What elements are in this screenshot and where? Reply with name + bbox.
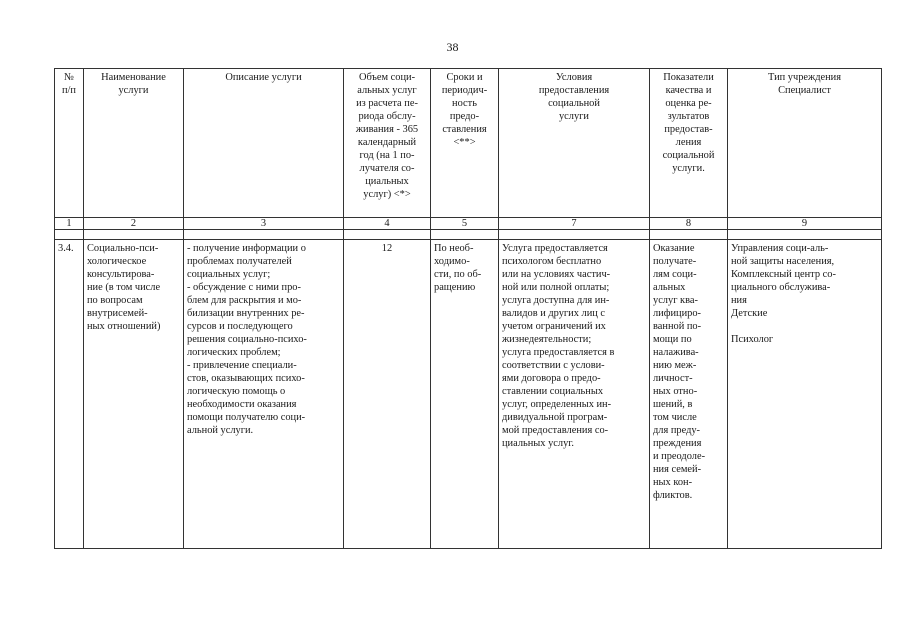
column-number: 4 bbox=[344, 218, 431, 230]
column-number: 7 bbox=[499, 218, 650, 230]
table-row bbox=[55, 240, 882, 549]
institution-cell: Управления соци-аль- ной защиты населения, Комплексный центр со- циального обслужива- ния Детские Психолог bbox=[728, 240, 882, 549]
header-service-name: Наименование услуги bbox=[84, 69, 184, 218]
terms-cell: По необ- ходимо- сти, по об- ращению bbox=[431, 240, 499, 549]
service-name-cell: Социально-пси- хологическое консультирова- ние (в том числе по вопросам внутрисемей- ных отношений) bbox=[84, 240, 184, 549]
description-cell: - получение информации о проблемах получателей социальных услуг; - обсуждение с ними про- блем для раскрытия и мо- билизации внутренних ре- сурсов и последующего решения социально-психо- логических проблем; - привлечение специали- стов, оказывающих психо- логическую помощь о необходимости оказания помощи получателю соци- альной услуги. bbox=[184, 240, 344, 549]
header-number: № п/п bbox=[55, 69, 84, 218]
header-row bbox=[55, 69, 882, 218]
column-number: 2 bbox=[84, 218, 184, 230]
header-volume: Объем соци- альных услуг из расчета пе- риода обслу- живания - 365 календарный год (на 1 по- лучателя со- циальных услуг) <*> bbox=[344, 69, 431, 218]
header-terms: Сроки и периодич- ность предо- ставления <**> bbox=[431, 69, 499, 218]
conditions-cell: Услуга предоставляется психологом бесплатно или на условиях частич- ной или полной оплаты; услуга доступна для ин- валидов и других лиц с учетом ограничений их жизнедеятельности; услуга предоставляется в соответствии с услови- ями договора о предо- ставлении социальных услуг, определенных ин- дивидуальной програм- мой предоставления со- циальных услуг. bbox=[499, 240, 650, 549]
header-conditions: Условия предоставления социальной услуги bbox=[499, 69, 650, 218]
spacer-row bbox=[55, 230, 882, 240]
column-number: 5 bbox=[431, 218, 499, 230]
header-description: Описание услуги bbox=[184, 69, 344, 218]
column-number: 3 bbox=[184, 218, 344, 230]
indicators-cell: Оказание получате- лям соци- альных услуг ква- лифициро- ванной по- мощи по налажива- нию меж- личност- ных отно- шений, в том числе для преду- преждения и преодоле- ния семей- ных кон- фликтов. bbox=[650, 240, 728, 549]
column-number: 1 bbox=[55, 218, 84, 230]
column-number: 8 bbox=[650, 218, 728, 230]
page-number: 38 bbox=[446, 40, 459, 54]
column-numbers-row bbox=[55, 218, 882, 230]
services-table bbox=[54, 68, 882, 549]
header-indicators: Показатели качества и оценка ре- зультатов предостав- ления социальной услуги. bbox=[650, 69, 728, 218]
header-institution: Тип учреждения Специалист bbox=[728, 69, 882, 218]
volume-cell: 12 bbox=[344, 240, 431, 549]
column-number: 9 bbox=[728, 218, 882, 230]
row-number: 3.4. bbox=[55, 240, 84, 549]
